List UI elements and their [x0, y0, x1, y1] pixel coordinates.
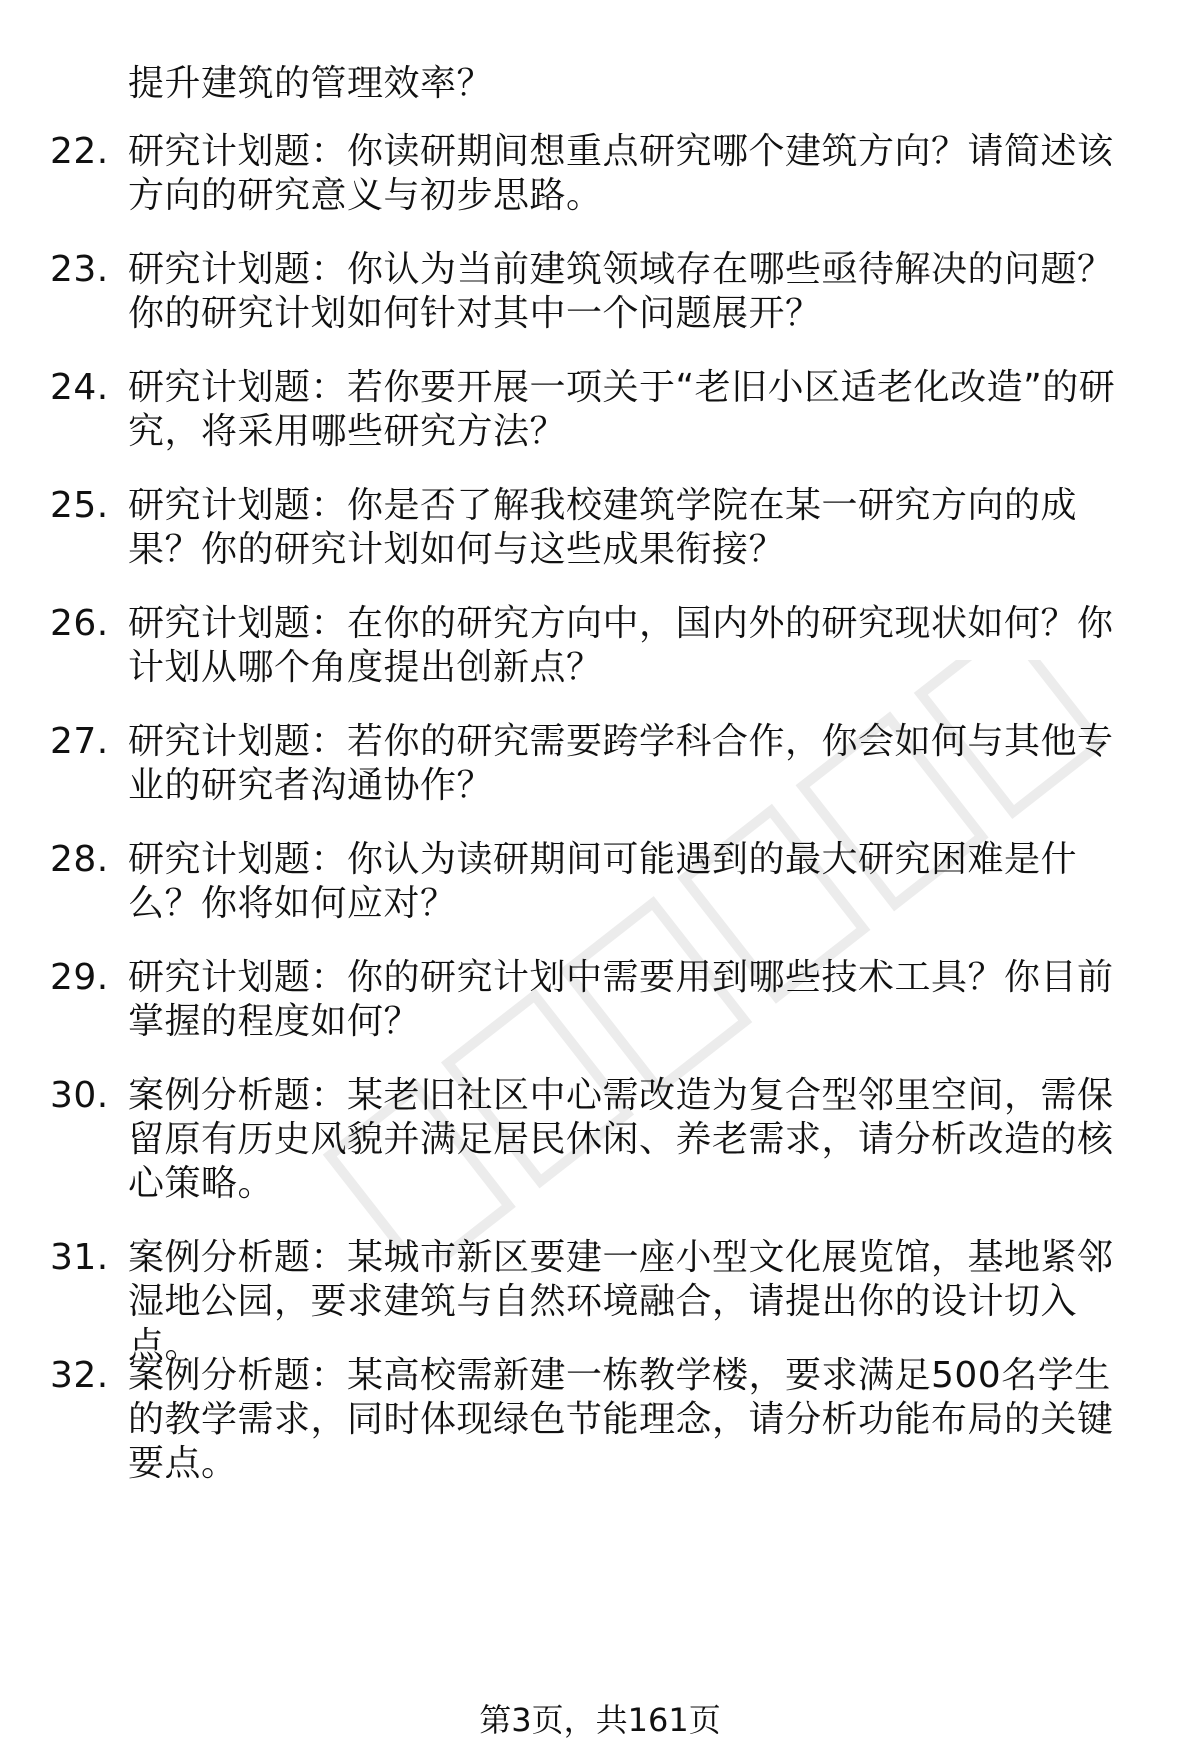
question-text: 研究计划题：你的研究计划中需要用到哪些技术工具？你目前掌握的程度如何？ [128, 957, 1114, 1042]
question-text: 研究计划题：你认为当前建筑领域存在哪些亟待解决的问题？你的研究计划如何针对其中一个问题展开？ [128, 249, 1114, 334]
question-text: 研究计划题：你认为读研期间可能遇到的最大研究困难是什么？你将如何应对？ [128, 839, 1078, 924]
continued-question-text: 提升建筑的管理效率？ [128, 63, 494, 104]
question-text: 研究计划题：若你的研究需要跨学科合作，你会如何与其他专业的研究者沟通协作？ [128, 721, 1114, 806]
question-text: 研究计划题：在你的研究方向中，国内外的研究现状如何？你计划从哪个角度提出创新点？ [128, 603, 1114, 688]
page-number-footer: 第3页，共161页 [479, 1701, 721, 1739]
question-text: 案例分析题：某城市新区要建一座小型文化展览馆，基地紧邻湿地公园，要求建筑与自然环境融合，请提出你的设计切入点。 [128, 1237, 1114, 1366]
question-number: 31. [50, 1237, 109, 1278]
question-number: 27. [50, 721, 109, 762]
question-text: 案例分析题：某高校需新建一栋教学楼，要求满足500名学生的教学需求，同时体现绿色节能理念，请分析功能布局的关键要点。 [128, 1355, 1114, 1484]
question-number: 29. [50, 957, 109, 998]
question-number: 28. [50, 839, 109, 880]
question-text: 研究计划题：你是否了解我校建筑学院在某一研究方向的成果？你的研究计划如何与这些成果衔接？ [128, 485, 1078, 570]
question-number: 25. [50, 485, 109, 526]
question-text: 研究计划题：你读研期间想重点研究哪个建筑方向？请简述该方向的研究意义与初步思路。 [128, 131, 1114, 216]
question-text: 案例分析题：某老旧社区中心需改造为复合型邻里空间，需保留原有历史风貌并满足居民休闲、养老需求，请分析改造的核心策略。 [128, 1075, 1114, 1204]
question-number: 26. [50, 603, 109, 644]
question-text: 研究计划题：若你要开展一项关于“老旧小区适老化改造”的研究，将采用哪些研究方法？ [128, 367, 1116, 452]
question-number: 22. [50, 131, 109, 172]
question-number: 30. [50, 1075, 109, 1116]
question-number: 23. [50, 249, 109, 290]
question-number: 24. [50, 367, 109, 408]
question-number: 32. [50, 1355, 109, 1396]
